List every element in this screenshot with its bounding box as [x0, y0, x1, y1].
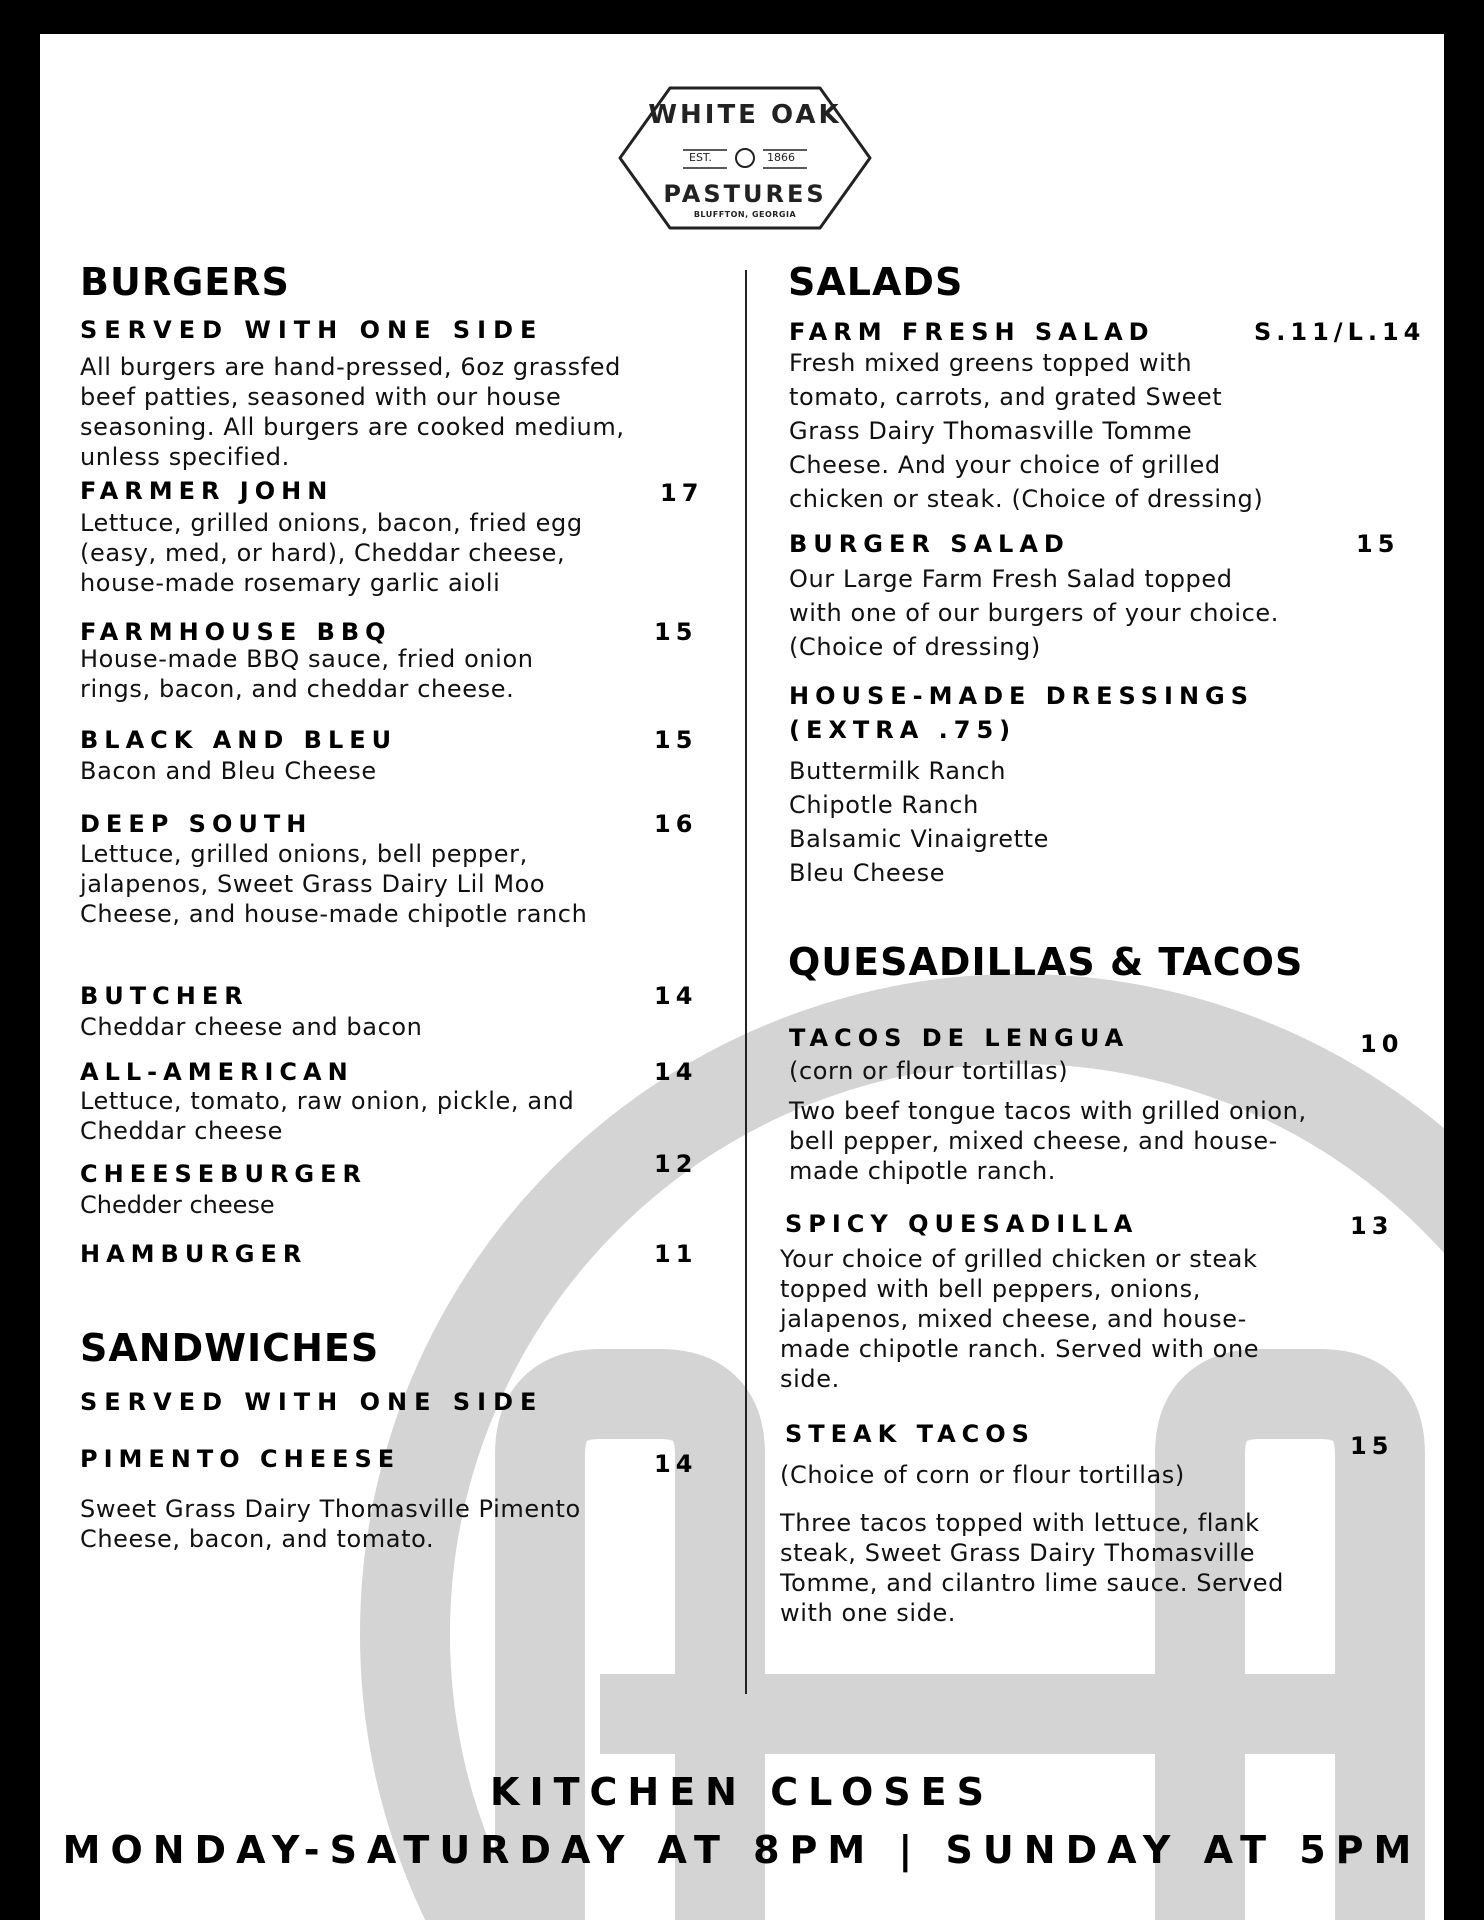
logo-name-bottom: PASTURES — [663, 180, 827, 208]
item-description: Cheddar cheese and bacon — [80, 1013, 423, 1041]
burgers-intro: All burgers are hand-pressed, 6oz grassfed beef patties, seasoned with our house seasoning. All burgers are cooked medium, unless specified. — [80, 353, 625, 471]
item-name: BURGER SALAD — [789, 530, 1070, 558]
footer-hours: MONDAY-SATURDAY AT 8PM | SUNDAY AT 5PM — [62, 1828, 1422, 1872]
quesadillas-title: QUESADILLAS & TACOS — [788, 940, 1304, 984]
dressing-option: Balsamic Vinaigrette — [789, 825, 1049, 853]
item-description: Your choice of grilled chicken or steak topped with bell peppers, onions, jalapenos, mixed cheese, and house-made chipotle ranch. Served with one side. — [780, 1245, 1260, 1393]
item-description: House-made BBQ sauce, fried onion rings, bacon, and cheddar cheese. — [80, 645, 534, 703]
item-price: 14 — [654, 982, 698, 1010]
item-description: Lettuce, grilled onions, bell pepper, jalapenos, Sweet Grass Dairy Lil Moo Cheese, and house-made chipotle ranch — [80, 840, 588, 928]
dressing-option: Buttermilk Ranch — [789, 757, 1007, 785]
item-price: 15 — [654, 726, 698, 754]
item-name: PIMENTO CHEESE — [80, 1445, 401, 1473]
sandwiches-title: SANDWICHES — [80, 1326, 380, 1370]
item-price: 15 — [654, 618, 698, 646]
item-name: CHEESEBURGER — [80, 1160, 368, 1188]
item-description: Lettuce, grilled onions, bacon, fried egg (easy, med, or hard), Cheddar cheese, house-made rosemary garlic aioli — [80, 509, 583, 597]
item-description: Two beef tongue tacos with grilled onion, bell pepper, mixed cheese, and house-made chipotle ranch. — [789, 1097, 1307, 1185]
logo — [615, 84, 875, 232]
item-name: DEEP SOUTH — [80, 810, 313, 838]
item-description: Bacon and Bleu Cheese — [80, 757, 377, 785]
item-description: Our Large Farm Fresh Salad topped with one of our burgers of your choice. (Choice of dressing) — [789, 565, 1279, 661]
item-name: FARM FRESH SALAD — [789, 318, 1155, 346]
item-name: SPICY QUESADILLA — [785, 1210, 1139, 1238]
item-description: Chedder cheese — [80, 1191, 275, 1219]
item-price: 15 — [1350, 1432, 1394, 1460]
logo-est-right: 1866 — [767, 151, 795, 164]
dressings-extra-price: (EXTRA .75) — [789, 716, 1017, 744]
item-description: Fresh mixed greens topped with tomato, carrots, and grated Sweet Grass Dairy Thomasville Tomme Cheese. And your choice of grilled chicken or steak. (Choice of dressing) — [789, 349, 1264, 513]
item-price: 10 — [1360, 1030, 1404, 1058]
item-name: HAMBURGER — [80, 1240, 308, 1268]
logo-location: BLUFFTON, GEORGIA — [693, 210, 797, 219]
item-name: STEAK TACOS — [785, 1420, 1035, 1448]
item-note: (Choice of corn or flour tortillas) — [780, 1461, 1185, 1489]
item-name: BLACK AND BLEU — [80, 726, 398, 754]
item-price: 16 — [654, 810, 698, 838]
logo-est-left: EST. — [689, 151, 712, 164]
item-price: 11 — [654, 1240, 698, 1268]
item-name: BUTCHER — [80, 982, 249, 1010]
logo-name-top: WHITE OAK — [648, 100, 842, 130]
item-name: ALL-AMERICAN — [80, 1058, 354, 1086]
burgers-title: BURGERS — [80, 260, 290, 304]
item-description: Lettuce, tomato, raw onion, pickle, and Cheddar cheese — [80, 1087, 575, 1145]
item-price: 12 — [654, 1150, 698, 1178]
item-price: S.11/L.14 — [1254, 318, 1426, 346]
item-name: FARMHOUSE BBQ — [80, 618, 392, 646]
column-divider — [745, 270, 747, 1694]
item-description: Sweet Grass Dairy Thomasville Pimento Cheese, bacon, and tomato. — [80, 1495, 581, 1553]
salads-title: SALADS — [788, 260, 964, 304]
item-price: 13 — [1350, 1212, 1394, 1240]
item-price: 14 — [654, 1450, 698, 1478]
burgers-subtitle: SERVED WITH ONE SIDE — [80, 316, 544, 344]
dressing-option: Chipotle Ranch — [789, 791, 979, 819]
item-price: 14 — [654, 1058, 698, 1086]
dressings-title: HOUSE-MADE DRESSINGS — [789, 682, 1255, 710]
item-price: 17 — [660, 479, 704, 507]
menu-page — [40, 34, 1444, 1920]
footer-kitchen-closes: KITCHEN CLOSES — [490, 1770, 994, 1814]
dressing-option: Bleu Cheese — [789, 859, 946, 887]
sandwiches-subtitle: SERVED WITH ONE SIDE — [80, 1388, 544, 1416]
item-description: Three tacos topped with lettuce, flank steak, Sweet Grass Dairy Thomasville Tomme, and cilantro lime sauce. Served with one side. — [780, 1509, 1284, 1627]
item-note: (corn or flour tortillas) — [789, 1057, 1069, 1085]
item-name: FARMER JOHN — [80, 477, 334, 505]
item-name: TACOS DE LENGUA — [789, 1024, 1130, 1052]
item-price: 15 — [1356, 530, 1400, 558]
